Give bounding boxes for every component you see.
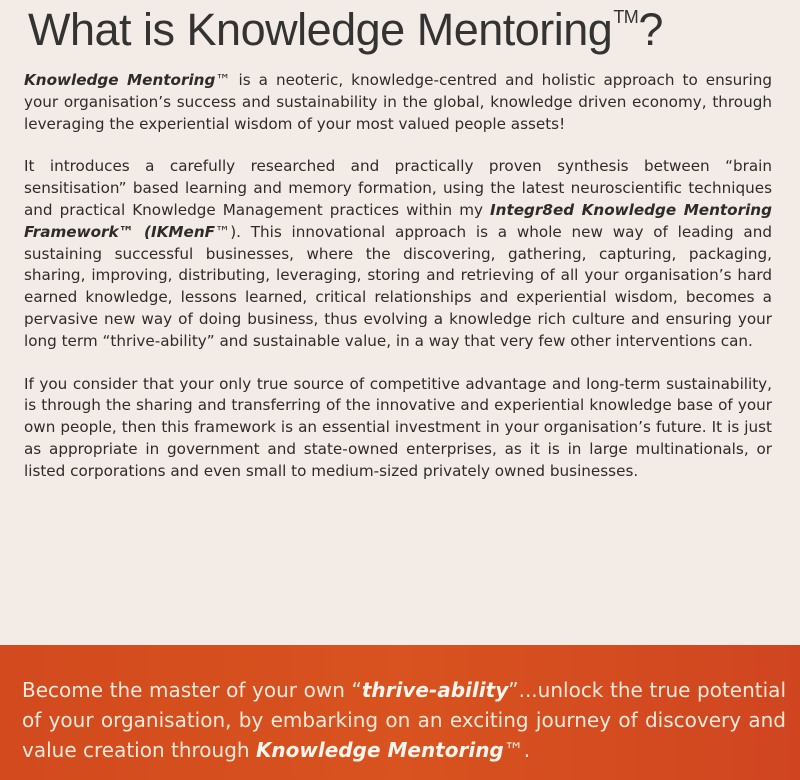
banner-end: . [523, 738, 531, 762]
trademark: ™ [215, 71, 231, 89]
title-trademark: TM [613, 7, 639, 27]
page-title [28, 4, 788, 56]
title-text: What is Knowledge Mentoring [28, 4, 613, 55]
banner-brand: Knowledge Mentoring [255, 738, 504, 762]
advantage-text: If you consider that your only true source of competitive advantage and long-term sustainability, is through the sharing and transferring of the innovative and experiential knowledge base of your own people, then this framework is an essential investment in your organisation’s future. It is just as appropriate in government and state-owned enterprises, as it is in large multinationals, or listed corporations and even small to medium-sized privately owned businesses. [24, 374, 772, 480]
synthesis-text-b: ). This innovational approach is a whole new way of leading and sustaining successful businesses, where the discovering, gathering, capturing, packaging, sharing, improving, distributing, leveraging, storing and retrieving of all your organisation’s hard earned knowledge, lessons learned, critical relationships and experiential wisdom, becomes a pervasive new way of doing business, thus evolving a knowledge rich culture and ensuring your long term “thrive-ability” and sustainable value, in a way that very few other interventions can. [24, 222, 772, 350]
paragraph-intro [24, 70, 772, 135]
body-text [24, 70, 772, 504]
banner-trademark: ™ [503, 738, 524, 762]
banner-text-a: Become the master of your own “ [22, 678, 362, 702]
banner-highlight: thrive-ability [361, 678, 509, 702]
banner-text [22, 675, 786, 765]
paragraph-advantage [24, 374, 772, 483]
paragraph-synthesis [24, 156, 772, 352]
brand-name: Knowledge Mentoring [24, 71, 216, 89]
synthesis-text-a: It introduces a carefully researched and practically proven synthesis between “brain sensitisation” based learning and memory formation, using the latest neuroscientific techniques and practical Knowledge Management practices within my [24, 157, 772, 219]
banner-text-b: ”...unlock the true potential of your organisation, by embarking on an exciting journey of discovery and value creation through [22, 678, 786, 762]
framework-name: Integr8ed Knowledge Mentoring Framework™ (IKMenF [24, 200, 772, 241]
trademark: ™ [215, 222, 231, 241]
intro-text: is a neoteric, knowledge-centred and holistic approach to ensuring your organisation’s success and sustainability in the global, knowledge driven economy, through leveraging the experiential wisdom of your most valued people assets! [24, 71, 772, 133]
call-to-action-banner [0, 645, 800, 780]
title-suffix: ? [638, 4, 663, 55]
